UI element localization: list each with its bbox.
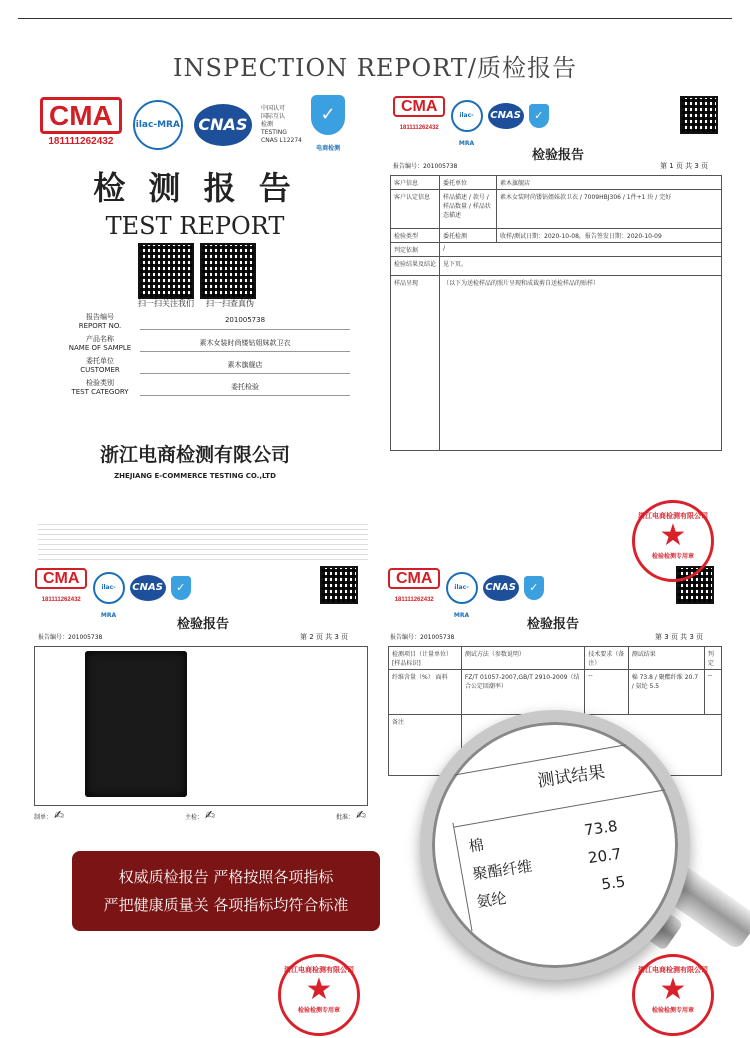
field-sample-name: 产品名称 NAME OF SAMPLE 素木女装时尚镂钻姐妹款卫衣 xyxy=(60,334,350,352)
cover-logos xyxy=(40,95,350,154)
ilac-logo: ilac-MRA xyxy=(93,572,125,604)
company-name-en: ZHEJIANG E-COMMERCE TESTING CO.,LTD xyxy=(114,472,276,480)
table-row: 客户认定信息 样品描述 / 款号 / 样品数量 / 样品状态描述 素木女装时尚镂钻姐妹款卫衣 / 7009HBJ306 / 1件+1 块 / 完好 xyxy=(391,190,722,229)
shield-icon: ✓ xyxy=(529,104,549,128)
official-stamp: 浙江电商检测有限公司 ★ 检验检测专用章 xyxy=(632,954,714,1036)
magnifier-lens xyxy=(420,710,690,980)
star-icon: ★ xyxy=(659,972,687,1007)
ecommerce-logo: ✓ 电商检测 xyxy=(311,95,345,154)
field-customer: 委托单位 CUSTOMER 素木旗舰店 xyxy=(60,356,350,374)
top-divider xyxy=(18,18,732,19)
table-row: 样品呈现 （以下为送检样品的照片呈现和成裁剪自送检样品的贴样） xyxy=(391,276,722,451)
ecommerce-logo xyxy=(524,576,544,600)
page3-page-no: 第 3 页 共 3 页 xyxy=(655,633,704,641)
lens-items xyxy=(467,812,627,916)
lens-heading: 测试结果 xyxy=(536,762,607,792)
company-name-cn: 浙江电商检测有限公司 xyxy=(99,444,290,466)
qr-code xyxy=(680,96,718,134)
cnas-logo: CNAS xyxy=(488,103,524,129)
ilac-logo: ilac-MRA xyxy=(133,100,183,150)
fabric-sample-image xyxy=(85,651,187,797)
banner-line-1: 权威质检报告 严格按照各项指标 xyxy=(118,868,334,886)
page3-title: 检验报告 xyxy=(526,617,579,632)
star-icon: ★ xyxy=(305,972,333,1007)
lens-item: 棉 73.8 xyxy=(467,816,619,856)
page1-table xyxy=(390,175,722,451)
signature-inspector: 主检： ✍ xyxy=(185,808,215,822)
page1-logos xyxy=(393,98,723,147)
page2-report-no: 报告编号：201005738 xyxy=(38,634,103,641)
signatures xyxy=(34,808,366,822)
field-test-category: 检验类别 TEST CATEGORY 委托检验 xyxy=(60,378,350,396)
table-row: 纤维含量（%） 面料 FZ/T 01057-2007,GB/T 2910-2009（结合公定回潮率） -- 棉 73.8 / 聚酯纤维 20.7 / 氨纶 5.5 -- xyxy=(389,670,722,715)
cnas-logo: CNAS xyxy=(194,104,252,146)
qr-code xyxy=(320,566,358,604)
qr-code-verify xyxy=(200,243,256,299)
official-stamp: 浙江电商检测有限公司 ★ 检验检测专用章 xyxy=(632,500,714,582)
star-icon: ★ xyxy=(659,518,687,553)
page2-title: 检验报告 xyxy=(176,617,229,632)
ecommerce-logo xyxy=(529,104,549,128)
shield-icon: ✓ xyxy=(524,576,544,600)
page2-page-no: 第 2 页 共 3 页 xyxy=(300,633,349,641)
page1-title: 检验报告 xyxy=(531,148,584,163)
qr-code-follow xyxy=(138,243,194,299)
cma-logo: CMA 181111262432 xyxy=(35,570,87,606)
sample-photo-frame xyxy=(34,646,368,806)
lens-item: 氨纶 5.5 xyxy=(475,872,627,912)
table-header-row: 检测项目（计量单位）[样品标识] 测试方法（参数说明） 技术要求（备注） 测试结果 判定 xyxy=(389,647,722,670)
shield-icon: ✓ xyxy=(311,95,345,135)
promo-banner xyxy=(72,851,380,931)
page3-report-no: 报告编号：201005738 xyxy=(390,634,455,641)
cnas-logo: CNAS xyxy=(483,575,519,601)
table-row: 检验类型 委托检测 收样/测试日期：2020-10-08，报告签发日期：2020-10-09 xyxy=(391,229,722,243)
cma-logo: CMA 181111262432 xyxy=(40,101,122,149)
banner-line-2: 严把健康质量关 各项指标均符合标准 xyxy=(103,896,349,914)
ilac-logo: ilac-MRA xyxy=(446,572,478,604)
cover-title-en: TEST REPORT xyxy=(105,212,285,240)
ecommerce-logo xyxy=(171,576,191,600)
signature-approver: 批准： ✍ xyxy=(336,808,366,822)
cma-logo: CMA 181111262432 xyxy=(388,570,440,606)
page2-logos xyxy=(35,570,365,619)
cover-title-cn: 检 测 报 告 xyxy=(93,169,297,207)
table-row: 检验结果及结论 见下页。 xyxy=(391,257,722,276)
ilac-logo: ilac-MRA xyxy=(451,100,483,132)
cnas-note: 中国认可 国际互认 检测 TESTING CNAS L12274 xyxy=(261,104,302,144)
page-title: INSPECTION REPORT/质检报告 xyxy=(173,54,577,82)
official-stamp: 浙江电商检测有限公司 ★ 检验检测专用章 xyxy=(278,954,360,1036)
table-row: 客户信息 委托单位 素木旗舰店 xyxy=(391,176,722,190)
qr-label-follow: 扫一扫关注我们 xyxy=(138,299,194,308)
page1-report-no: 报告编号：201005738 xyxy=(393,163,458,170)
field-report-no: 报告编号 REPORT NO. 201005738 xyxy=(60,312,350,330)
table-row: 备注 xyxy=(389,715,722,776)
cover-fields xyxy=(60,312,350,396)
table-row: 判定依据 / xyxy=(391,243,722,257)
cma-logo: CMA 181111262432 xyxy=(393,98,445,134)
lens-item: 聚酯纤维 20.7 xyxy=(471,844,623,884)
shield-icon: ✓ xyxy=(171,576,191,600)
page1-page-no: 第 1 页 共 3 页 xyxy=(660,162,709,170)
signature-maker: 制单： ✍ xyxy=(34,808,64,822)
qr-label-verify: 扫一扫查真伪 xyxy=(206,299,254,308)
cnas-logo: CNAS xyxy=(130,575,166,601)
page2-footnote-lines xyxy=(38,520,368,560)
